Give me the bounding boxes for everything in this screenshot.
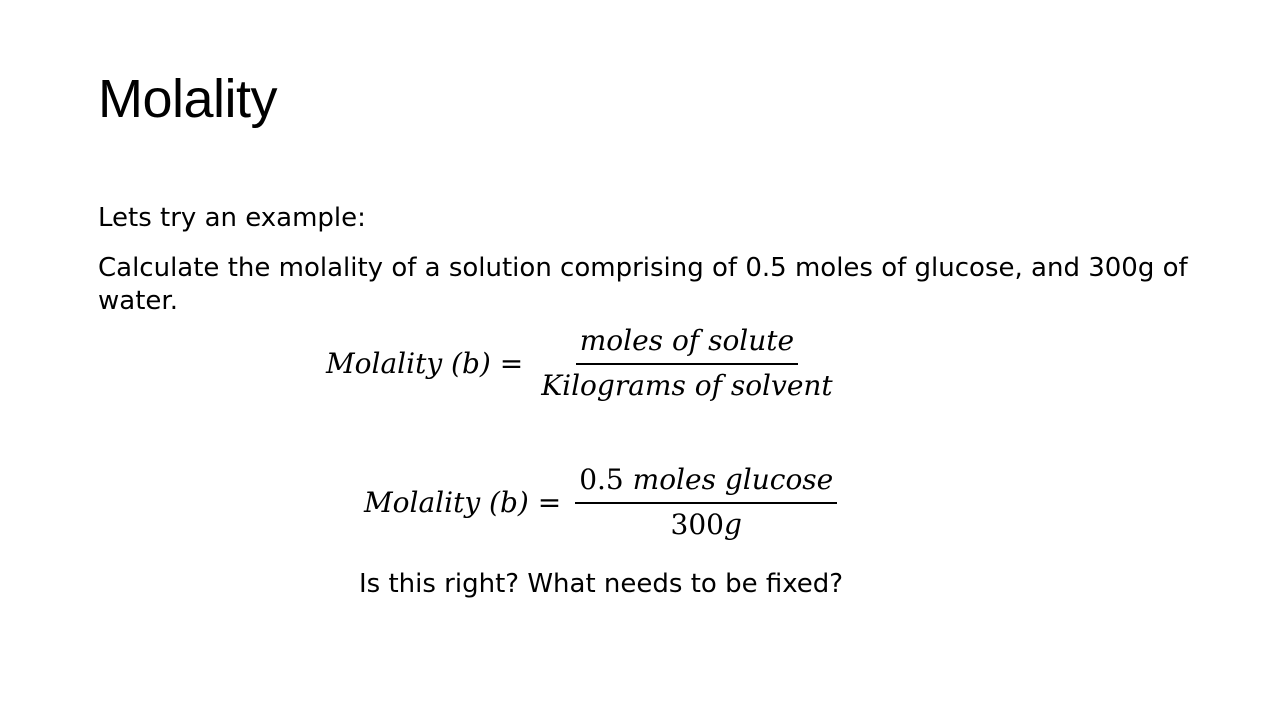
- formula-numerator: moles of solute: [576, 326, 798, 365]
- example-lhs: Molality (b) =: [364, 486, 562, 520]
- example-numerator-value: 0.5: [579, 463, 624, 496]
- example-numerator-text: moles glucose: [632, 463, 834, 496]
- formula-denominator: Kilograms of solvent: [541, 368, 833, 402]
- example-denominator-unit: g: [723, 507, 742, 541]
- formula-fraction: [537, 326, 836, 402]
- example-denominator: [667, 504, 746, 541]
- example-denominator-value: 300: [670, 507, 724, 541]
- formula-lhs: Molality (b) =: [326, 347, 524, 381]
- intro-text: Lets try an example:: [98, 203, 366, 233]
- question-text: Is this right? What needs to be fixed?: [359, 569, 844, 599]
- example-fraction: [575, 465, 837, 541]
- example-numerator: [575, 465, 837, 504]
- slide-title: Molality: [98, 69, 278, 129]
- problem-text: Calculate the molality of a solution comprising of 0.5 moles of glucose, and 300g of water.: [98, 253, 1188, 316]
- molality-example-equation: [364, 465, 837, 541]
- molality-formula: [326, 326, 837, 402]
